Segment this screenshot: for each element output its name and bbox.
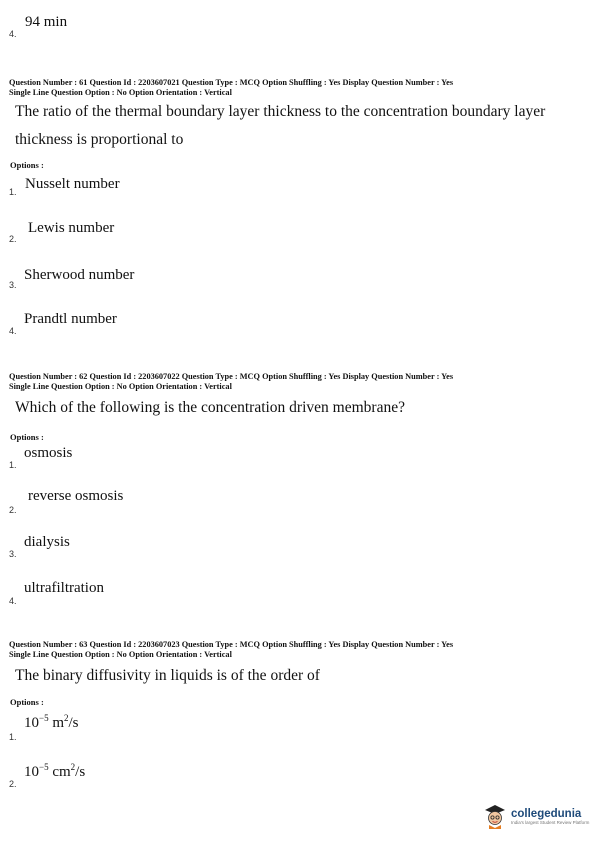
option-number: 1. bbox=[9, 732, 17, 742]
options-label: Options : bbox=[10, 160, 44, 170]
option-text[interactable]: $10^{-5}$ $cm^2/s$ bbox=[24, 762, 86, 780]
option-text[interactable]: osmosis bbox=[24, 445, 73, 461]
option-text[interactable]: ultrafiltration bbox=[24, 580, 104, 596]
question-meta: Question Number : 63 Question Id : 2203607023 Question Type : MCQ Option Shuffling : Yes Display Question Number : Yes Single Line Question Option : No Option Orientation : Vertical bbox=[9, 640, 454, 659]
options-label: Options : bbox=[10, 697, 44, 707]
option-number: 3. bbox=[9, 549, 17, 559]
question-text: The binary diffusivity in liquids is of the order of bbox=[15, 667, 320, 684]
logo-tagline: India's largest Student Review Platform bbox=[511, 819, 590, 825]
option-number: 2. bbox=[9, 234, 17, 244]
option-number: 1. bbox=[9, 187, 17, 197]
question-meta: Question Number : 62 Question Id : 2203607022 Question Type : MCQ Option Shuffling : Yes Display Question Number : Yes Single Line Question Option : No Option Orientation : Vertical bbox=[9, 372, 454, 391]
option-number: 4. bbox=[9, 29, 17, 39]
option-number: 4. bbox=[9, 596, 17, 606]
option-text[interactable]: Prandtl number bbox=[24, 311, 117, 327]
option-text[interactable]: reverse osmosis bbox=[28, 488, 124, 504]
option-text: 94 min bbox=[25, 14, 68, 30]
option-text[interactable]: $10^{-5}$ $m^2/s$ bbox=[24, 713, 79, 731]
option-text[interactable]: dialysis bbox=[24, 534, 70, 550]
options-label: Options : bbox=[10, 432, 44, 442]
question-text: Which of the following is the concentration driven membrane? bbox=[15, 399, 405, 416]
option-text[interactable]: Lewis number bbox=[28, 220, 115, 236]
option-number: 4. bbox=[9, 326, 17, 336]
option-number: 2. bbox=[9, 505, 17, 515]
option-number: 2. bbox=[9, 779, 17, 789]
question-meta: Question Number : 61 Question Id : 2203607021 Question Type : MCQ Option Shuffling : Yes Display Question Number : Yes Single Line Question Option : No Option Orientation : Vertical bbox=[9, 78, 454, 97]
option-text[interactable]: Sherwood number bbox=[24, 267, 135, 283]
option-number: 3. bbox=[9, 280, 17, 290]
collegedunia-logo bbox=[483, 803, 589, 829]
option-number: 1. bbox=[9, 460, 17, 470]
question-text: The ratio of the thermal boundary layer thickness to the concentration boundary layer thickness is proportional to bbox=[15, 103, 546, 148]
option-text[interactable]: Nusselt number bbox=[25, 176, 120, 192]
logo-name: collegedunia bbox=[511, 807, 582, 820]
graduate-mascot-icon bbox=[483, 803, 507, 829]
